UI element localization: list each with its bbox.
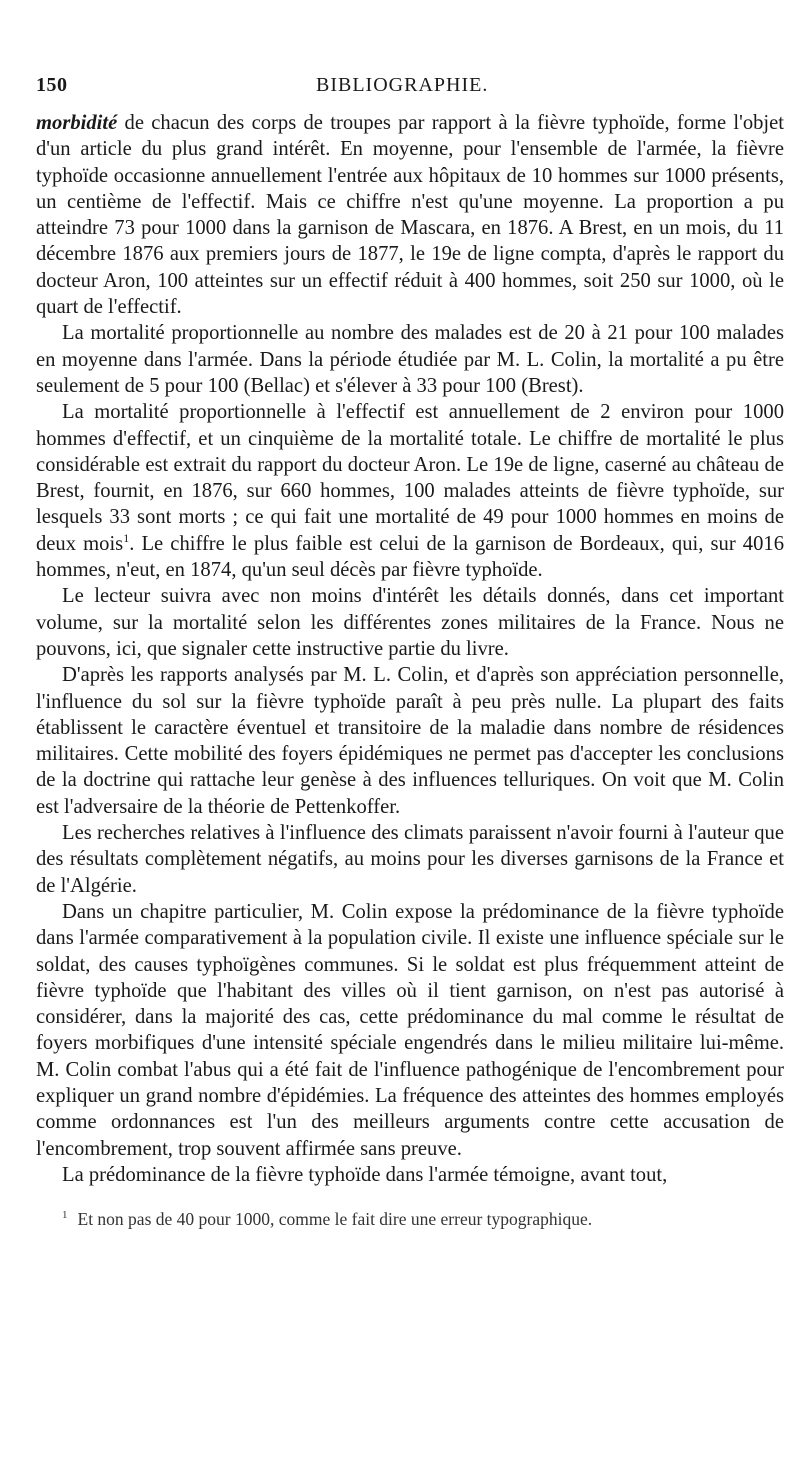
page-header [36,74,784,110]
page [36,74,784,1230]
paragraph-8: La prédominance de la fièvre typhoïde dans l'armée témoigne, avant tout, [62,1163,668,1186]
running-title: BIBLIOGRAPHIE. [316,74,489,96]
page-number: 150 [36,74,68,96]
paragraph-7: Dans un chapitre particulier, M. Colin expose la prédominance de la fièvre typhoïde dans l'armée comparativement à la population civile. Il existe une influence spéciale sur le soldat, des causes typhoïgènes communes. Si le soldat est plus fréquemment atteint de fièvre typhoïde que l'habitant des villes où il tient garnison, on n'est pas autorisé à considérer, dans la majorité des cas, cette prédominance du mal comme le résultat de foyers morbifiques d'une intensité spéciale engendrés dans le milieu militaire lui-même. M. Colin combat l'abus qui a été fait de l'influence pathogénique de l'encombrement pour expliquer un grand nombre d'épidémies. La fréquence des atteintes des hommes employés comme ordonnances est l'un des meilleurs arguments contre cette accusation de l'encombrement, trop souvent affirmée sans preuve. [36,900,784,1160]
footnote-reference: 1 [123,530,130,545]
footnote-text: Et non pas de 40 pour 1000, comme le fait dire une erreur typographique. [77,1209,593,1230]
paragraph-4: Le lecteur suivra avec non moins d'intérêt les détails donnés, dans cet important volume, sur la mortalité selon les différentes zones militaires de la France. Nous ne pouvons, ici, que signaler cette instructive partie du livre. [36,585,784,660]
body-text [36,110,784,1188]
paragraph-3-text: La mortalité proportionnelle à l'effectif est annuellement de 2 environ pour 1000 hommes d'effectif, et un cinquième de la mortalité totale. Le chiffre de mortalité le plus considérable est extrait du rapport du docteur Aron. Le 19e de ligne, caserné au château de Brest, fournit, en 1876, sur 660 hommes, 100 malades atteints de fièvre typhoïde, sur lesquels 33 sont morts ; ce qui fait une mortalité de 49 pour 1000 hommes en moins de deux mois [36,401,784,555]
paragraph-3-text-after: . Le chiffre le plus faible est celui de la garnison de Bordeaux, qui, sur 4016 hommes, n'eut, en 1874, qu'un seul décès par fièvre typhoïde. [36,532,784,582]
paragraph-1-text: de chacun des corps de troupes par rapport à la fièvre typhoïde, forme l'objet d'un article du plus grand intérêt. En moyenne, pour l'ensemble de l'armée, la fièvre typhoïde occasionne annuellement l'entrée aux hôpitaux de 10 hommes sur 1000 présents, un centième de l'effectif. Mais ce chiffre n'est qu'une moyenne. La proportion a pu atteindre 73 pour 1000 dans la garnison de Mascara, en 1876. A Brest, en un mois, du 11 décembre 1876 aux premiers jours de 1877, le 19e de ligne compta, d'après le rapport du docteur Aron, 100 atteintes sur un effectif réduit à 400 hommes, soit 250 sur 1000, où le quart de l'effectif. [36,112,784,319]
footnote-mark: 1 [62,1209,68,1222]
paragraph-3 [36,399,784,583]
lead-italic-word: morbidité [36,112,118,134]
paragraph-1 [36,110,784,320]
paragraph-2: La mortalité proportionnelle au nombre des malades est de 20 à 21 pour 100 malades en moyenne dans l'armée. Dans la période étudiée par M. L. Colin, la mortalité a pu être seulement de 5 pour 100 (Bellac) et s'élever à 33 pour 100 (Brest). [36,322,784,397]
paragraph-6: Les recherches relatives à l'influence des climats paraissent n'avoir fourni à l'auteur que des résultats complètement négatifs, au moins pour les diverses garnisons de la France et de l'Algérie. [36,822,784,897]
footnote [36,1208,784,1230]
paragraph-5: D'après les rapports analysés par M. L. Colin, et d'après son appréciation personnelle, l'influence du sol sur la fièvre typhoïde paraît à peu près nulle. La plupart des faits établissent le caractère éventuel et transitoire de la maladie dans nombre de résidences militaires. Cette mobilité des foyers épidémiques ne permet pas d'accepter les conclusions de la doctrine qui rattache leur genèse à des influences telluriques. On voit que M. Colin est l'adversaire de la théorie de Pettenkoffer. [36,664,784,818]
